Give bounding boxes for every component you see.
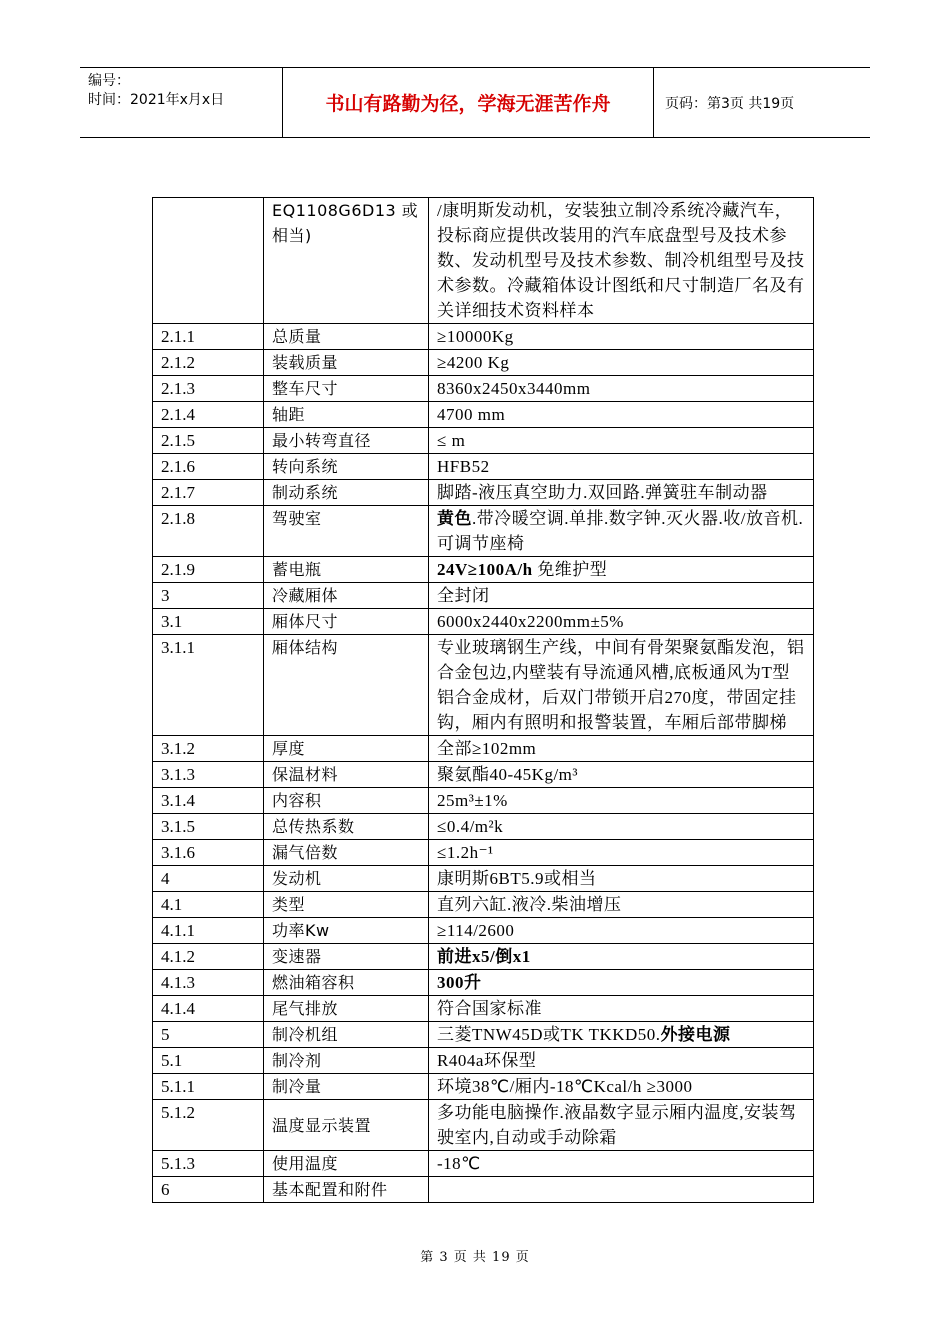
table-row bbox=[153, 814, 814, 840]
row-item-value bbox=[429, 892, 814, 918]
row-item-value bbox=[429, 402, 814, 428]
value-text: 6000x2440x2200mm±5% bbox=[437, 612, 624, 631]
value-text: 直列六缸.液冷.柴油增压 bbox=[437, 895, 622, 914]
value-text: ≥10000Kg bbox=[437, 327, 514, 346]
value-text: ≤ m bbox=[437, 431, 466, 450]
row-item-name: 发动机 bbox=[264, 866, 429, 892]
row-id: 3.1.4 bbox=[153, 788, 264, 814]
value-text: 脚踏-液压真空助力.双回路.弹簧驻车制动器 bbox=[437, 483, 768, 502]
row-item-value bbox=[429, 1022, 814, 1048]
row-item-name: 尾气排放 bbox=[264, 996, 429, 1022]
table-row bbox=[153, 198, 814, 324]
value-emphasis: 24V≥100A/h bbox=[437, 560, 533, 579]
row-item-name: 制动系统 bbox=[264, 480, 429, 506]
row-item-value bbox=[429, 970, 814, 996]
value-text: 专业玻璃钢生产线，中间有骨架聚氨酯发泡，铝合金包边,内壁装有导流通风槽,底板通风为T型铝合金成材，后双门带锁开启270度，带固定挂钩，厢内有照明和报警装置，车厢后部带脚梯 bbox=[437, 638, 805, 732]
row-item-value bbox=[429, 557, 814, 583]
row-item-name: 温度显示装置 bbox=[264, 1100, 429, 1151]
value-emphasis: 300升 bbox=[437, 973, 482, 992]
row-item-value bbox=[429, 814, 814, 840]
table-row bbox=[153, 350, 814, 376]
row-id: 3 bbox=[153, 583, 264, 609]
value-emphasis: 外接电源 bbox=[660, 1025, 731, 1044]
row-item-name: 冷藏厢体 bbox=[264, 583, 429, 609]
row-id: 4 bbox=[153, 866, 264, 892]
row-id: 4.1.4 bbox=[153, 996, 264, 1022]
row-id: 5.1 bbox=[153, 1048, 264, 1074]
table-row bbox=[153, 402, 814, 428]
table-row bbox=[153, 918, 814, 944]
value-emphasis: 前进x5/倒x1 bbox=[437, 947, 531, 966]
row-item-name: 使用温度 bbox=[264, 1151, 429, 1177]
page-header bbox=[80, 67, 870, 138]
row-item-name: 基本配置和附件 bbox=[264, 1177, 429, 1203]
row-item-value bbox=[429, 1151, 814, 1177]
row-item-name: 装载质量 bbox=[264, 350, 429, 376]
value-text: 三菱TNW45D或TK TKKD50. bbox=[437, 1025, 661, 1044]
row-item-value bbox=[429, 1048, 814, 1074]
row-item-name: 漏气倍数 bbox=[264, 840, 429, 866]
value-text: 符合国家标准 bbox=[437, 999, 542, 1018]
row-item-value bbox=[429, 840, 814, 866]
row-id: 2.1.6 bbox=[153, 454, 264, 480]
table-row bbox=[153, 1022, 814, 1048]
table-row bbox=[153, 840, 814, 866]
document-time-label: 时间：2021年x月x日 bbox=[88, 92, 225, 108]
row-id: 2.1.8 bbox=[153, 506, 264, 557]
row-item-value bbox=[429, 506, 814, 557]
row-item-name: 整车尺寸 bbox=[264, 376, 429, 402]
value-text: 康明斯6BT5.9或相当 bbox=[437, 869, 597, 888]
row-id: 3.1.6 bbox=[153, 840, 264, 866]
spec-table bbox=[152, 197, 814, 1203]
row-item-value bbox=[429, 918, 814, 944]
header-meta bbox=[80, 68, 283, 137]
row-id: 2.1.9 bbox=[153, 557, 264, 583]
value-text: ≥4200 Kg bbox=[437, 353, 510, 372]
table-row bbox=[153, 892, 814, 918]
table-row bbox=[153, 480, 814, 506]
table-row bbox=[153, 428, 814, 454]
row-id: 2.1.1 bbox=[153, 324, 264, 350]
row-item-value bbox=[429, 480, 814, 506]
row-item-name: 总传热系数 bbox=[264, 814, 429, 840]
value-text: R404a环保型 bbox=[437, 1051, 537, 1070]
page-footer: 第 3 页 共 19 页 bbox=[420, 1250, 530, 1265]
row-item-name: 燃油箱容积 bbox=[264, 970, 429, 996]
row-id: 2.1.2 bbox=[153, 350, 264, 376]
row-id: 4.1.3 bbox=[153, 970, 264, 996]
row-item-value bbox=[429, 324, 814, 350]
row-id: 4.1.2 bbox=[153, 944, 264, 970]
row-id: 5.1.3 bbox=[153, 1151, 264, 1177]
value-emphasis: 黄色 bbox=[437, 509, 472, 528]
value-text: 4700 mm bbox=[437, 405, 506, 424]
value-text: /康明斯发动机，安装独立制冷系统冷藏汽车，投标商应提供改装用的汽车底盘型号及技术参数、发动机型号及技术参数、制冷机组型号及技术参数。冷藏箱体设计图纸和尺寸制造厂名及有关详细技术资料样本 bbox=[437, 201, 805, 320]
row-item-value bbox=[429, 866, 814, 892]
row-id: 4.1.1 bbox=[153, 918, 264, 944]
table-row bbox=[153, 1074, 814, 1100]
value-text: 25m³±1% bbox=[437, 791, 508, 810]
value-text: ≤0.4/m²k bbox=[437, 817, 504, 836]
header-motto: 书山有路勤为径，学海无涯苦作舟 bbox=[283, 68, 654, 137]
table-row bbox=[153, 609, 814, 635]
row-id: 2.1.7 bbox=[153, 480, 264, 506]
table-row bbox=[153, 454, 814, 480]
row-item-name: 厚度 bbox=[264, 736, 429, 762]
row-id: 3.1.1 bbox=[153, 635, 264, 736]
row-item-name: 功率Kw bbox=[264, 918, 429, 944]
row-item-name: 变速器 bbox=[264, 944, 429, 970]
row-item-name: 最小转弯直径 bbox=[264, 428, 429, 454]
row-item-name: 保温材料 bbox=[264, 762, 429, 788]
table-row bbox=[153, 736, 814, 762]
document-number-label: 编号： bbox=[88, 73, 130, 89]
row-item-value bbox=[429, 1177, 814, 1203]
row-item-value bbox=[429, 350, 814, 376]
row-id: 2.1.3 bbox=[153, 376, 264, 402]
row-item-value bbox=[429, 996, 814, 1022]
row-id: 2.1.5 bbox=[153, 428, 264, 454]
row-item-value bbox=[429, 583, 814, 609]
row-id: 3.1.2 bbox=[153, 736, 264, 762]
value-text: ≤1.2h⁻¹ bbox=[437, 843, 494, 862]
row-item-value bbox=[429, 1100, 814, 1151]
table-row bbox=[153, 944, 814, 970]
row-item-name: 内容积 bbox=[264, 788, 429, 814]
row-item-name: 驾驶室 bbox=[264, 506, 429, 557]
row-id: 3.1 bbox=[153, 609, 264, 635]
value-text: HFB52 bbox=[437, 457, 490, 476]
table-row bbox=[153, 996, 814, 1022]
row-id: 3.1.5 bbox=[153, 814, 264, 840]
row-item-value bbox=[429, 1074, 814, 1100]
row-item-value bbox=[429, 454, 814, 480]
row-item-value bbox=[429, 788, 814, 814]
table-row bbox=[153, 557, 814, 583]
row-item-value bbox=[429, 635, 814, 736]
row-item-name: 制冷剂 bbox=[264, 1048, 429, 1074]
row-item-name: 蓄电瓶 bbox=[264, 557, 429, 583]
table-row bbox=[153, 1100, 814, 1151]
value-text: 8360x2450x3440mm bbox=[437, 379, 591, 398]
value-text: .带冷暖空调.单排.数字钟.灭火器.收/放音机.可调节座椅 bbox=[437, 509, 804, 553]
table-row bbox=[153, 1151, 814, 1177]
row-item-value bbox=[429, 736, 814, 762]
row-id: 5.1.2 bbox=[153, 1100, 264, 1151]
row-item-value bbox=[429, 376, 814, 402]
row-item-name: 总质量 bbox=[264, 324, 429, 350]
row-item-name: EQ1108G6D13 或相当) bbox=[264, 198, 429, 324]
row-item-name: 制冷机组 bbox=[264, 1022, 429, 1048]
row-item-name: 厢体结构 bbox=[264, 635, 429, 736]
row-item-name: 厢体尺寸 bbox=[264, 609, 429, 635]
row-item-name: 转向系统 bbox=[264, 454, 429, 480]
value-text: 聚氨酯40-45Kg/m³ bbox=[437, 765, 578, 784]
row-id: 5 bbox=[153, 1022, 264, 1048]
row-item-value bbox=[429, 428, 814, 454]
table-row bbox=[153, 376, 814, 402]
table-row bbox=[153, 762, 814, 788]
row-id: 6 bbox=[153, 1177, 264, 1203]
table-row bbox=[153, 1048, 814, 1074]
row-item-value bbox=[429, 762, 814, 788]
row-item-value bbox=[429, 609, 814, 635]
table-row bbox=[153, 866, 814, 892]
row-id: 4.1 bbox=[153, 892, 264, 918]
table-row bbox=[153, 324, 814, 350]
table-row bbox=[153, 583, 814, 609]
table-row bbox=[153, 970, 814, 996]
table-row bbox=[153, 1177, 814, 1203]
table-row bbox=[153, 506, 814, 557]
value-text: ≥114/2600 bbox=[437, 921, 515, 940]
row-id bbox=[153, 198, 264, 324]
row-item-value bbox=[429, 944, 814, 970]
row-id: 3.1.3 bbox=[153, 762, 264, 788]
row-item-name: 轴距 bbox=[264, 402, 429, 428]
table-row bbox=[153, 788, 814, 814]
value-text: 全部≥102mm bbox=[437, 739, 537, 758]
value-text: -18℃ bbox=[437, 1154, 481, 1173]
value-text: 多功能电脑操作.液晶数字显示厢内温度,安装驾驶室内,自动或手动除霜 bbox=[437, 1103, 797, 1147]
row-item-value bbox=[429, 198, 814, 324]
table-row bbox=[153, 635, 814, 736]
row-item-name: 类型 bbox=[264, 892, 429, 918]
header-page-info: 页码：第3页 共19页 bbox=[665, 95, 795, 112]
value-text: 免维护型 bbox=[532, 560, 608, 579]
row-item-name: 制冷量 bbox=[264, 1074, 429, 1100]
row-id: 2.1.4 bbox=[153, 402, 264, 428]
value-text: 环境38℃/厢内-18℃Kcal/h ≥3000 bbox=[437, 1077, 693, 1096]
row-id: 5.1.1 bbox=[153, 1074, 264, 1100]
value-text: 全封闭 bbox=[437, 586, 490, 605]
